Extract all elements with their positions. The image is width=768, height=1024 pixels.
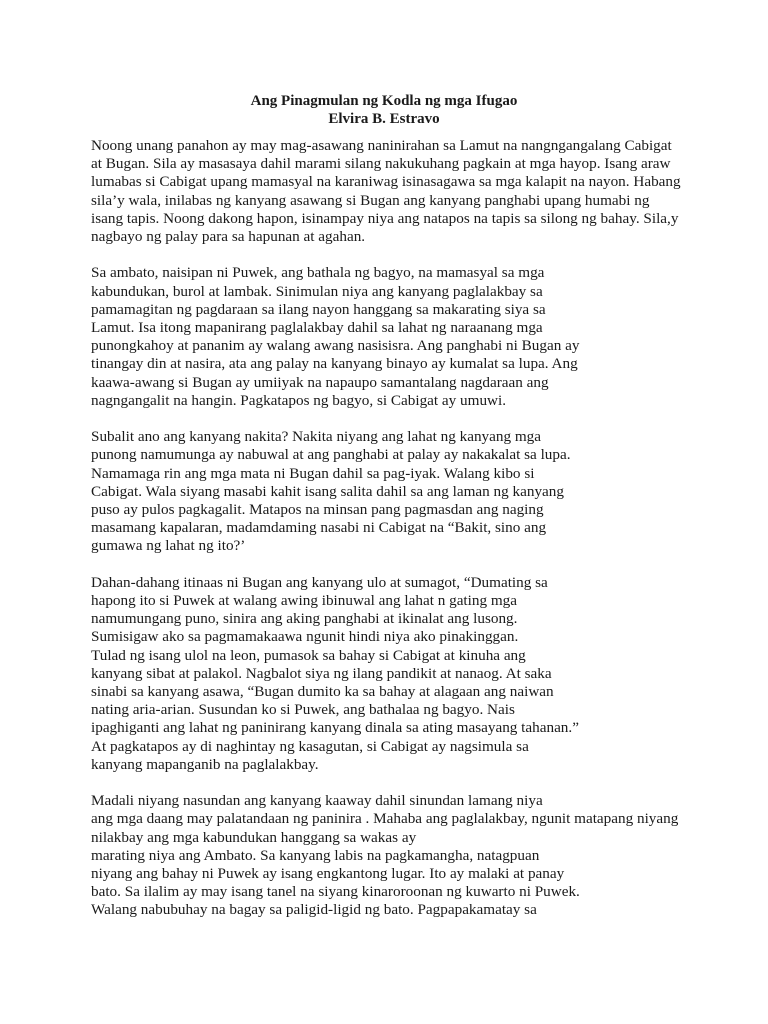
paragraph <box>91 574 731 774</box>
text-line: nating aria-arian. Susundan ko si Puwek, ang bathalaa ng bagyo. Nais <box>91 701 515 719</box>
text-line: Sumisigaw ako sa pagmamakaawa ngunit hindi niya ako pinakinggan. <box>91 628 519 646</box>
text-line: kanyang sibat at palakol. Nagbalot siya ng ilang pandikit at nanaog. At saka <box>91 664 552 682</box>
text-line: punong namumunga ay nabuwal at ang panghabi at palay ay nakakalat sa lupa. <box>91 446 571 464</box>
paragraph <box>91 264 731 410</box>
text-line: namumungang puno, sinira ang aking panghabi at ikinalat ang lusong. <box>91 610 518 628</box>
text-line: lumabas si Cabigat upang mamasyal na karaniwag isinasagawa sa mga kalapit na nayon. Habang <box>91 173 681 191</box>
paragraph <box>91 428 731 555</box>
paragraph <box>91 137 731 246</box>
text-line: Noong unang panahon ay may mag-asawang naninirahan sa Lamut na nangngangalang Cabigat <box>91 137 672 154</box>
text-line: Tulad ng isang ulol na leon, pumasok sa bahay si Cabigat at kinuha ang <box>91 646 526 664</box>
text-line: nagbayo ng palay para sa hapunan at agahan. <box>91 228 366 246</box>
text-line: Cabigat. Wala siyang masabi kahit isang salita dahil sa ang laman ng kanyang <box>91 482 564 500</box>
text-line: pamamagitan ng pagdaraan sa ilang nayon hanggang sa makarating siya sa <box>91 300 546 318</box>
text-line: Subalit ano ang kanyang nakita? Nakita niyang ang lahat ng kanyang mga <box>91 428 542 446</box>
document-author: Elvira B. Estravo <box>328 111 440 127</box>
text-line: At pagkatapos ay di naghintay ng kasagutan, si Cabigat ay nagsimula sa <box>91 737 529 755</box>
text-line: tinangay din at nasira, ata ang palay na kanyang binayo ay kumalat sa lupa. Ang <box>91 355 578 373</box>
text-line: bato. Sa ilalim ay may isang tanel na siyang kinaroroonan ng kuwarto ni Puwek. <box>91 883 580 901</box>
text-line: kabundukan, burol at lambak. Sinimulan niya ang kanyang paglalakbay sa <box>91 282 543 300</box>
text-line: Namamaga rin ang mga mata ni Bugan dahil sa pag-iyak. Walang kibo si <box>91 464 535 482</box>
title-block <box>0 92 768 128</box>
text-line: hapong ito si Puwek at walang awing ibinuwal ang lahat n gating mga <box>91 592 518 610</box>
text-line: Sa ambato, naisipan ni Puwek, ang bathala ng bagyo, na mamasyal sa mga <box>91 264 545 282</box>
text-line: puso ay pulos pagkagalit. Matapos na minsan pang pagmasdan ang naging <box>91 501 544 519</box>
text-line: gumawa ng lahat ng ito?’ <box>91 537 246 555</box>
text-line: marating niya ang Ambato. Sa kanyang labis na pagkamangha, natagpuan <box>91 846 540 864</box>
text-line: ipaghiganti ang lahat ng paninirang kanyang dinala sa ating masayang tahanan.” <box>91 719 579 737</box>
text-line: masamang kapalaran, madamdaming nasabi ni Cabigat na “Bakit, sino ang <box>91 519 547 537</box>
text-line: nilakbay ang mga kabundukan hanggang sa wakas ay <box>91 828 417 846</box>
document-body <box>91 137 731 938</box>
text-line: kaawa-awang si Bugan ay umiiyak na napaupo samantalang nagdaraan ang <box>91 373 549 391</box>
text-line: Walang nabubuhay na bagay sa paligid-ligid ng bato. Pagpapakamatay sa <box>91 901 537 919</box>
document-title: Ang Pinagmulan ng Kodla ng mga Ifugao <box>250 93 518 109</box>
text-line: ang mga daang may palatandaan ng paninira . Mahaba ang paglalakbay, ngunit matapang niyang <box>91 810 679 828</box>
text-line: punongkahoy at pananim ay walang awang nasisisra. Ang panghabi ni Bugan ay <box>91 337 580 355</box>
text-line: at Bugan. Sila ay masasaya dahil marami silang nakukuhang pagkain at mga hayop. Isang araw <box>91 155 671 173</box>
text-line: nagngangalit na hangin. Pagkatapos ng bagyo, si Cabigat ay umuwi. <box>91 391 507 409</box>
text-line: sila’y wala, inilabas ng kanyang asawang si Bugan ang kanyang panghabi upang humabi ng <box>91 191 650 209</box>
text-line: kanyang mapanganib na paglalakbay. <box>91 755 319 773</box>
text-line: Madali niyang nasundan ang kanyang kaaway dahil sinundan lamang niya <box>91 792 543 810</box>
text-line: sinabi sa kanyang asawa, “Bugan dumito ka sa bahay at alagaan ang naiwan <box>91 683 554 701</box>
paragraph <box>91 792 731 919</box>
text-line: Dahan-dahang itinaas ni Bugan ang kanyang ulo at sumagot, “Dumating sa <box>91 573 548 591</box>
text-line: niyang ang bahay ni Puwek ay isang engkantong lugar. Ito ay malaki at panay <box>91 865 565 883</box>
text-line: Lamut. Isa itong mapanirang paglalakbay dahil sa lahat ng naraanang mga <box>91 319 543 337</box>
text-line: isang tapis. Noong dakong hapon, isinampay niya ang natapos na tapis sa silong ng bahay. Sila,y <box>91 209 679 227</box>
